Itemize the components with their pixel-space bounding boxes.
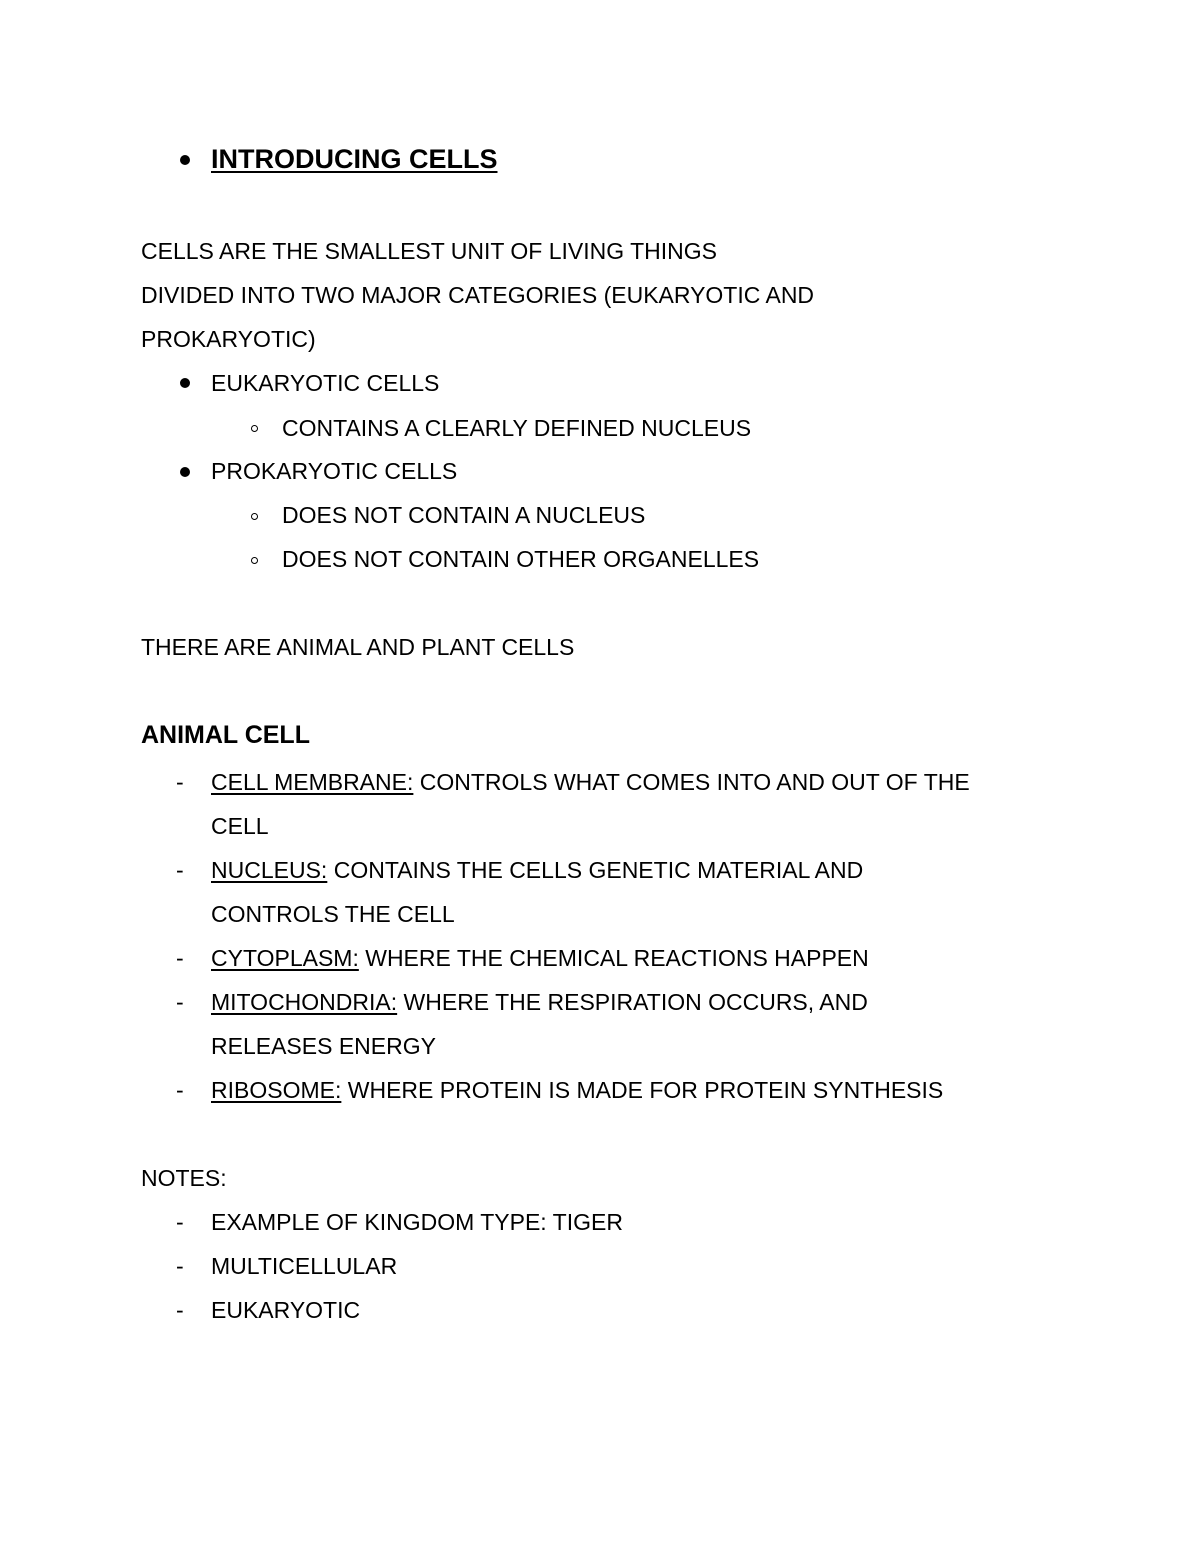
organelle-description: WHERE THE CHEMICAL REACTIONS HAPPEN <box>358 945 869 971</box>
bullet-icon <box>180 378 190 388</box>
animal-cell-heading: ANIMAL CELL <box>141 721 310 749</box>
bullet-icon <box>180 467 190 477</box>
note-item: MULTICELLULAR <box>211 1253 398 1279</box>
dash-marker: - <box>176 1253 184 1279</box>
dash-marker: - <box>176 857 184 883</box>
category-prokaryotic: PROKARYOTIC CELLS <box>211 458 458 484</box>
sub-bullet-icon <box>251 513 258 520</box>
page-title: INTRODUCING CELLS <box>211 144 498 174</box>
animal-plant-statement: THERE ARE ANIMAL AND PLANT CELLS <box>141 634 575 660</box>
note-item: EXAMPLE OF KINGDOM TYPE: TIGER <box>211 1209 623 1235</box>
dash-marker: - <box>176 945 184 971</box>
organelle-item <box>211 987 868 1017</box>
category-eukaryotic: EUKARYOTIC CELLS <box>211 370 440 396</box>
organelle-description-cont: CONTROLS THE CELL <box>211 901 455 927</box>
organelle-item <box>211 1075 943 1105</box>
note-item: EUKARYOTIC <box>211 1297 361 1323</box>
organelle-term: RIBOSOME: <box>211 1077 342 1103</box>
sub-bullet-icon <box>251 425 258 432</box>
organelle-description: CONTAINS THE CELLS GENETIC MATERIAL AND <box>327 857 864 883</box>
category-point: DOES NOT CONTAIN A NUCLEUS <box>282 502 646 528</box>
organelle-item <box>211 767 970 797</box>
dash-marker: - <box>176 1077 184 1103</box>
dash-marker: - <box>176 769 184 795</box>
notes-label: NOTES: <box>141 1165 227 1191</box>
organelle-description-cont: CELL <box>211 813 269 839</box>
intro-line-1: CELLS ARE THE SMALLEST UNIT OF LIVING THINGS <box>141 238 718 264</box>
dash-marker: - <box>176 1209 184 1235</box>
organelle-item <box>211 855 863 885</box>
organelle-description: CONTROLS WHAT COMES INTO AND OUT OF THE <box>413 769 970 795</box>
category-point: DOES NOT CONTAIN OTHER ORGANELLES <box>282 546 760 572</box>
intro-line-2: DIVIDED INTO TWO MAJOR CATEGORIES (EUKARYOTIC AND <box>141 282 815 308</box>
organelle-term: CYTOPLASM: <box>211 945 359 971</box>
organelle-item <box>211 943 869 973</box>
intro-line-3: PROKARYOTIC) <box>141 326 316 352</box>
dash-marker: - <box>176 989 184 1015</box>
organelle-term: MITOCHONDRIA: <box>211 989 398 1015</box>
category-point: CONTAINS A CLEARLY DEFINED NUCLEUS <box>282 415 752 441</box>
sub-bullet-icon <box>251 557 258 564</box>
organelle-term: CELL MEMBRANE: <box>211 769 414 795</box>
organelle-description-cont: RELEASES ENERGY <box>211 1033 436 1059</box>
organelle-description: WHERE PROTEIN IS MADE FOR PROTEIN SYNTHESIS <box>341 1077 944 1103</box>
dash-marker: - <box>176 1297 184 1323</box>
organelle-term: NUCLEUS: <box>211 857 328 883</box>
title-bullet-icon <box>180 155 190 165</box>
organelle-description: WHERE THE RESPIRATION OCCURS, AND <box>397 989 868 1015</box>
